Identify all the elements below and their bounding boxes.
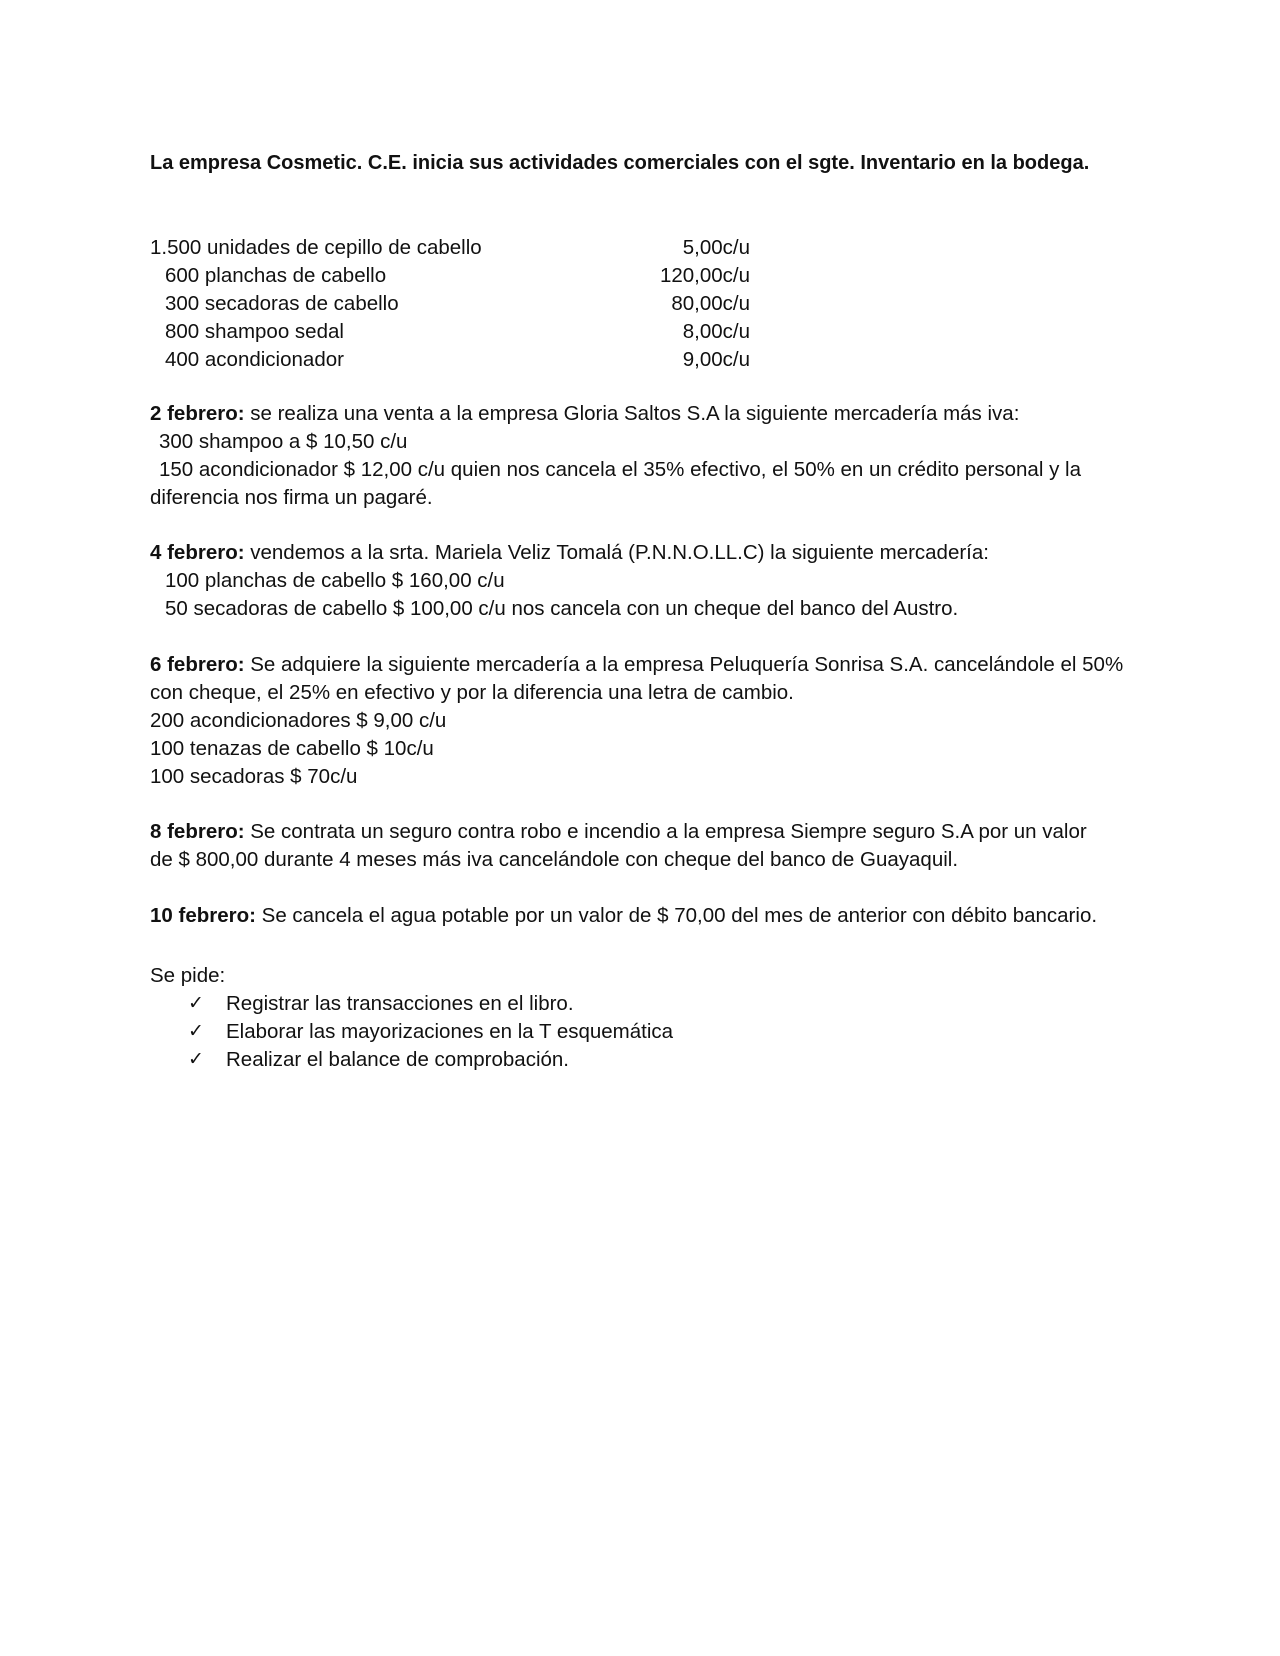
inventory-item-desc: 800 shampoo sedal: [165, 320, 344, 343]
transaction-line: 50 secadoras de cabello $ 100,00 c/u nos cancela con un cheque del banco del Austro.: [165, 597, 959, 620]
transaction-line: 100 tenazas de cabello $ 10c/u: [150, 737, 434, 760]
inventory-item-desc: 300 secadoras de cabello: [165, 292, 399, 315]
transaction-date: 4 febrero:: [150, 541, 245, 564]
transaction-text: Se adquiere la siguiente mercadería a la empresa Peluquería Sonrisa S.A. cancelándole el 50%: [244, 653, 1124, 676]
transaction-feb-8: [150, 818, 1130, 874]
inventory-item-desc: 400 acondicionador: [165, 348, 344, 371]
transaction-line: con cheque, el 25% en efectivo y por la diferencia una letra de cambio.: [150, 681, 794, 704]
transaction-date: 8 febrero:: [150, 820, 245, 843]
inventory-item-desc: 600 planchas de cabello: [165, 264, 387, 287]
transaction-feb-2: [150, 400, 1130, 512]
transaction-line: 100 planchas de cabello $ 160,00 c/u: [165, 569, 505, 592]
transaction-line: de $ 800,00 durante 4 meses más iva cancelándole con cheque del banco de Guayaquil.: [150, 848, 959, 871]
inventory-item-price: 80,00c/u: [671, 292, 750, 315]
requirement-item: [188, 1046, 673, 1074]
requirement-text: Registrar las transacciones en el libro.: [226, 992, 574, 1015]
requirements-heading: Se pide:: [150, 964, 226, 987]
checkmark-icon: ✓: [188, 993, 204, 1014]
transaction-text: vendemos a la srta. Mariela Veliz Tomalá (P.N.N.O.LL.C) la siguiente mercadería:: [244, 541, 989, 564]
transaction-date: 10 febrero:: [150, 904, 256, 927]
requirement-item: [188, 1018, 673, 1046]
inventory-item-desc: 1.500 unidades de cepillo de cabello: [150, 236, 482, 259]
inventory-item-price: 8,00c/u: [682, 320, 750, 343]
transaction-line: diferencia nos firma un pagaré.: [150, 486, 433, 509]
transaction-text: Se contrata un seguro contra robo e incendio a la empresa Siempre seguro S.A por un valor: [244, 820, 1087, 843]
requirement-text: Realizar el balance de comprobación.: [226, 1048, 570, 1071]
transaction-line: 100 secadoras $ 70c/u: [150, 765, 358, 788]
requirements-heading-block: [150, 962, 1130, 990]
requirement-text: Elaborar las mayorizaciones en la T esquemática: [226, 1020, 674, 1043]
requirements-list: [188, 990, 673, 1074]
checkmark-icon: ✓: [188, 1049, 204, 1070]
transaction-heading: [150, 400, 1130, 428]
transaction-date: 6 febrero:: [150, 653, 245, 676]
transaction-feb-10: [150, 902, 1130, 930]
document-title: La empresa Cosmetic. C.E. inicia sus actividades comerciales con el sgte. Inventario en la bodega.: [150, 152, 1090, 174]
transaction-line: 200 acondicionadores $ 9,00 c/u: [150, 709, 447, 732]
checkmark-icon: ✓: [188, 1021, 204, 1042]
transaction-line: 150 acondicionador $ 12,00 c/u quien nos cancela el 35% efectivo, el 50% en un crédito personal y la: [159, 458, 1081, 481]
transaction-text: se realiza una venta a la empresa Gloria Saltos S.A la siguiente mercadería más iva:: [244, 402, 1020, 425]
transaction-feb-4: [150, 539, 1130, 623]
requirement-item: [188, 990, 673, 1018]
transaction-text: Se cancela el agua potable por un valor de $ 70,00 del mes de anterior con débito bancario.: [255, 904, 1098, 927]
transaction-heading: [150, 651, 1130, 679]
transaction-date: 2 febrero:: [150, 402, 245, 425]
transaction-heading: [150, 818, 1130, 846]
inventory-item-price: 9,00c/u: [682, 348, 750, 371]
transaction-feb-6: [150, 651, 1130, 791]
transaction-line: 300 shampoo a $ 10,50 c/u: [159, 430, 408, 453]
transaction-heading: [150, 902, 1130, 930]
transaction-heading: [150, 539, 1130, 567]
inventory-item-price: 120,00c/u: [659, 264, 750, 287]
inventory-item-price: 5,00c/u: [682, 236, 750, 259]
